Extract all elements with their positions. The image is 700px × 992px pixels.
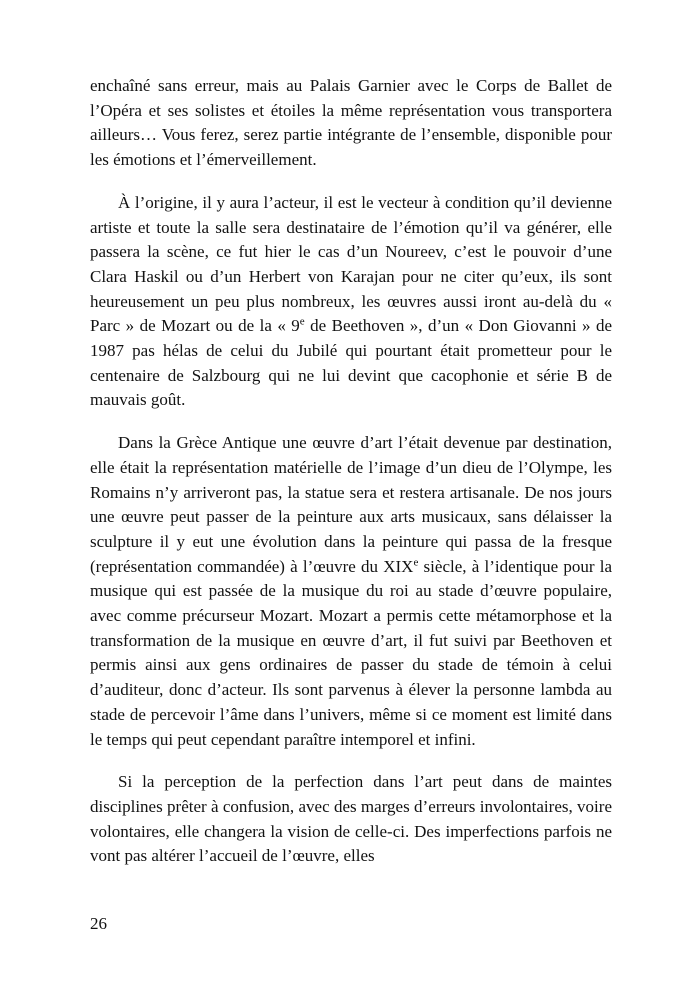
paragraph-4-text: Si la perception de la perfection dans l’art peut dans de maintes disciplines prêter à confusion, avec des marges d’erreurs involontaires, voire volontaires, elle changera la vision de celle-ci. Des imperfections parfois ne vont pas altérer l’accueil de l’œuvre, elles [90, 772, 612, 866]
paragraph-1-text: enchaîné sans erreur, mais au Palais Garnier avec le Corps de Ballet de l’Opéra et ses solistes et étoiles la même représentation vous transportera ailleurs… Vous ferez, serez partie intégrante de l’ensemble, disponible pour les émotions et l’émerveillement. [90, 76, 612, 170]
paragraph-1 [90, 74, 612, 173]
paragraph-2 [90, 191, 612, 413]
paragraph-2-text: À l’origine, il y aura l’acteur, il est le vecteur à condition qu’il devienne artiste et toute la salle sera destinataire de l’émotion qu’il va générer, elle passera la scène, ce fut hier le cas d’un Noureev, c’est le pouvoir d’une Clara Haskil ou d’un Herbert von Karajan pour ne citer qu’eux, ils sont heureusement un peu plus nombreux, les œuvres aussi iront au-delà du « Parc » de Mozart ou de la « 9 [90, 192, 612, 336]
paragraph-2-text-continued: de Beethoven », d’un « Don Giovanni » de 1987 pas hélas de celui du Jubilé qui pourtant était prometteur pour le centenaire de Salzbourg qui ne lui devint que cacophonie et série B de mauvais goût. [90, 316, 612, 410]
page-number: 26 [90, 914, 107, 933]
paragraph-4 [90, 770, 612, 869]
body-text [90, 74, 612, 887]
paragraph-3-text: Dans la Grèce Antique une œuvre d’art l’était devenue par destination, elle était la représentation matérielle de l’image d’un dieu de l’Olympe, les Romains n’y arriveront pas, la statue sera et restera artisanale. De nos jours une œuvre peut passer de la peinture aux arts musicaux, sans délaisser la sculpture il y eut une évolution dans la peinture qui passa de la fresque (représentation commandée) à l’œuvre du XIX [90, 433, 612, 576]
superscript-e: e [413, 556, 419, 568]
superscript-e: e [299, 315, 305, 328]
paragraph-3-text-continued: siècle, à l’identique pour la musique qui est passée de la musique du roi au stade d’œuvre populaire, avec comme précurseur Mozart. Mozart a permis cette métamorphose et la transformation de la musique en œuvre d’art, il fut suivi par Beethoven et permis ainsi aux gens ordinaires de passer du stade de témoin à celui d’auditeur, donc d’acteur. Ils sont parvenus à élever la personne lambda au stade de percevoir l’âme dans l’univers, même si ce moment est limité dans le temps qui peut cependant paraître intemporel et infini. [90, 556, 612, 749]
paragraph-3 [90, 431, 612, 752]
